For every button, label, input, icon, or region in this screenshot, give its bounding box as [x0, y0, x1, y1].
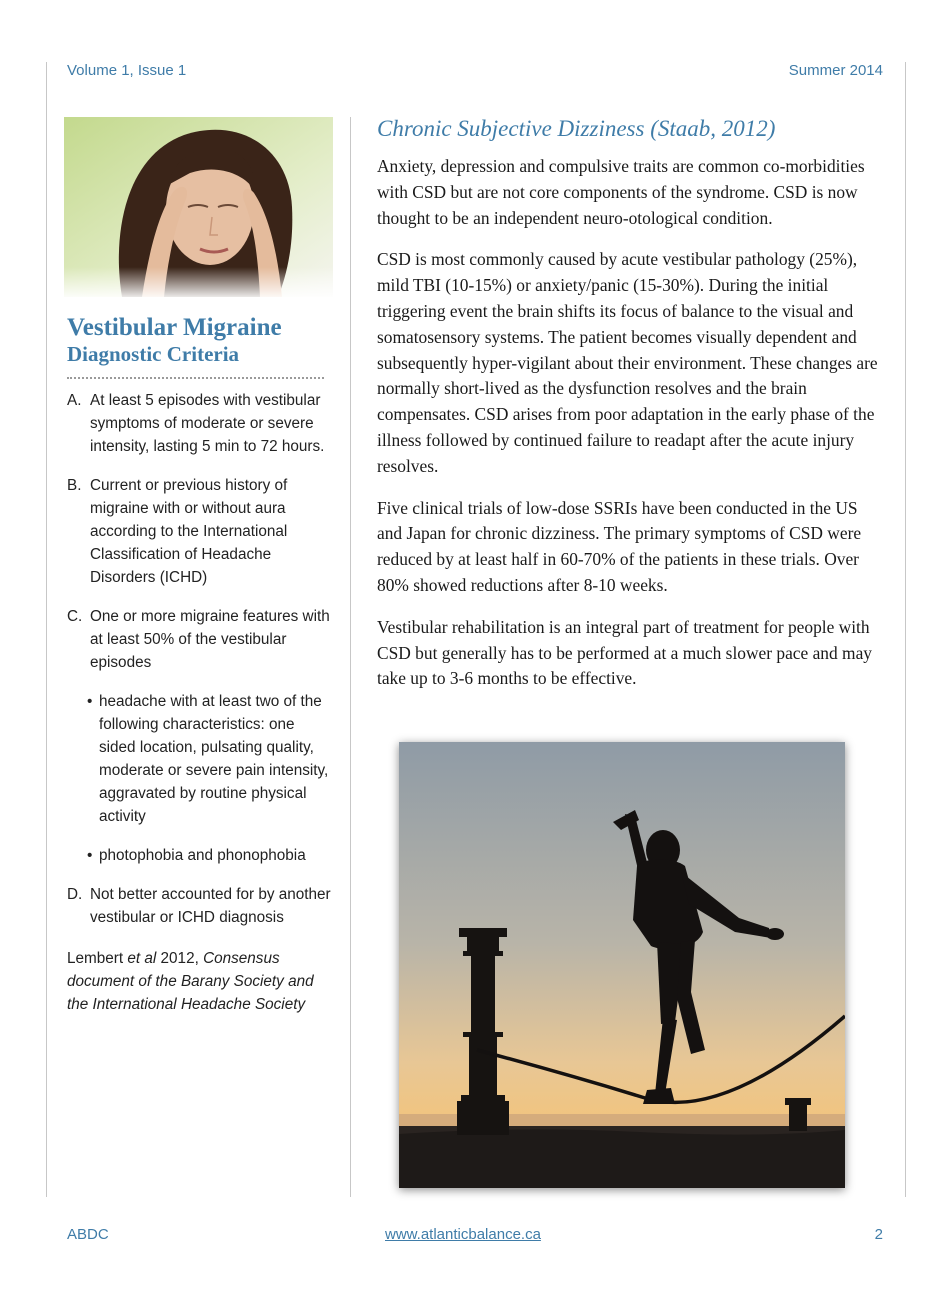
- headache-woman-illustration: [64, 117, 333, 297]
- criterion-text: One or more migraine features with at least 50% of the vestibular episodes: [90, 608, 330, 671]
- criterion-marker: C.: [67, 608, 83, 625]
- tightrope-walker-illustration: [399, 742, 845, 1188]
- criterion-a: [67, 389, 335, 458]
- page-number: 2: [874, 1226, 883, 1243]
- citation-work: Consensus document of the Barany Society and the International Headache Society: [67, 950, 314, 1013]
- criterion-marker: B.: [67, 477, 82, 494]
- issue-season: Summer 2014: [788, 62, 883, 79]
- volume-issue: Volume 1, Issue 1: [67, 62, 187, 79]
- paragraph: Anxiety, depression and compulsive traits are common co-morbidities with CSD but are not core components of the syndrome. CSD is now thought to be an independent neuro-otological condition.: [377, 156, 865, 228]
- bullet-text: headache with at least two of the following characteristics: one sided location, pulsating quality, moderate or severe pain intensity, aggravated by routine physical activity: [99, 693, 329, 825]
- dotted-divider: [67, 377, 324, 379]
- column-divider: [350, 117, 351, 1197]
- criterion-text: Current or previous history of migraine with or without aura according to the International Classification of Headache Disorders (ICHD): [90, 477, 288, 586]
- criterion-text: At least 5 episodes with vestibular symptoms of moderate or severe intensity, lasting 5 min to 72 hours.: [90, 392, 325, 455]
- sub-bullet-photophobia: [67, 844, 335, 867]
- article-title: Chronic Subjective Dizziness (Staab, 2012): [377, 116, 776, 141]
- criterion-b: [67, 474, 335, 589]
- criterion-c: [67, 605, 335, 674]
- paragraph: Vestibular rehabilitation is an integral part of treatment for people with CSD but generally has to be performed at a much slower pace and may take up to 3-6 months to be effective.: [377, 616, 872, 689]
- criteria-list: [67, 389, 335, 1016]
- tightrope-walker-photo: [399, 742, 845, 1188]
- page-right-border: [905, 62, 906, 1197]
- sidebar-title-line1: Vestibular Migraine: [67, 314, 282, 341]
- footer-org: ABDC: [67, 1226, 109, 1243]
- website-link[interactable]: www.atlanticbalance.ca: [385, 1226, 541, 1243]
- headache-woman-photo: [64, 117, 333, 297]
- criterion-marker: A.: [67, 392, 82, 409]
- sub-bullet-headache: [67, 690, 335, 828]
- criterion-text: Not better accounted for by another vestibular or ICHD diagnosis: [90, 886, 331, 926]
- page-left-border: [46, 62, 47, 1197]
- citation: [67, 947, 335, 1016]
- bullet-icon: •: [87, 847, 93, 864]
- paragraph: CSD is most commonly caused by acute vestibular pathology (25%), mild TBI (10-15%) or anxiety/panic (15-30%). During the initial triggering event the brain shifts its focus of balance to the visual and somatosensory systems. The patient becomes visually dependent and subsequently hyper-vigilant about their environment. These changes are normally short-lived as the dysfunction resolves and the brain compensates. CSD arises from poor adaptation in the early phase of the illness followed by continued failure to readapt after the acute injury resolves.: [377, 249, 878, 476]
- bullet-text: photophobia and phonophobia: [99, 847, 306, 864]
- sidebar-title: [67, 314, 337, 366]
- citation-authors: Lembert: [67, 950, 128, 967]
- citation-etal: et al: [127, 950, 157, 967]
- sidebar-title-line2: Diagnostic Criteria: [67, 342, 240, 366]
- criterion-marker: D.: [67, 886, 83, 903]
- bullet-icon: •: [87, 693, 93, 710]
- article-body: [377, 154, 887, 708]
- paragraph: Five clinical trials of low-dose SSRIs have been conducted in the US and Japan for chronic dizziness. The primary symptoms of CSD were reduced by at least half in 60-70% of the patients in these trials. Over 80% showed reductions after 8-10 weeks.: [377, 497, 862, 595]
- criterion-d: [67, 883, 335, 929]
- citation-year: 2012,: [156, 950, 204, 967]
